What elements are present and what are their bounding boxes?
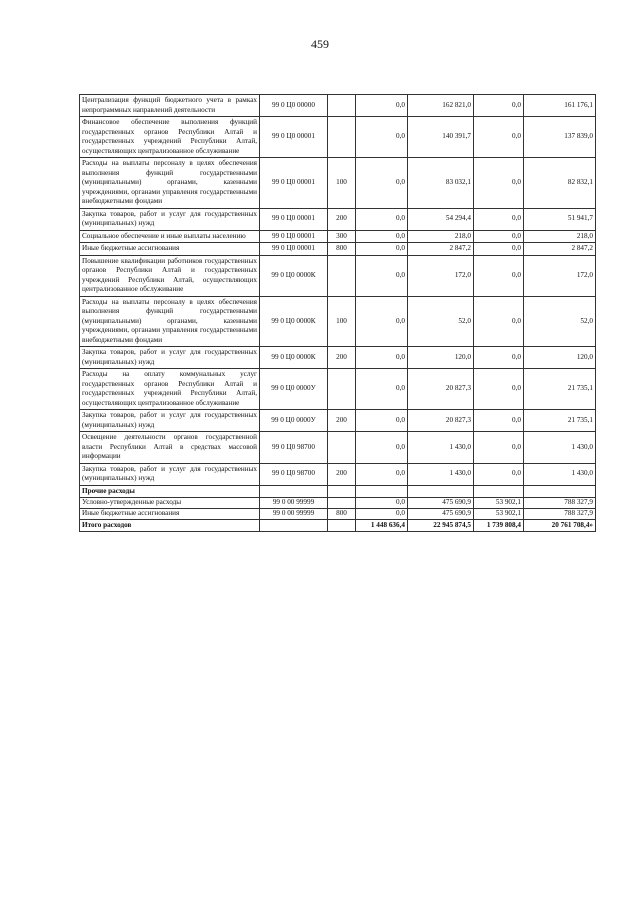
target-article-code-cell: 99 0 Ц0 0000К <box>260 347 328 369</box>
amount-4-cell: 120,0 <box>524 347 596 369</box>
amount-4-cell: 51 941,7 <box>524 208 596 230</box>
amount-4-cell: 137 839,0 <box>524 117 596 158</box>
section-row <box>80 485 596 498</box>
amount-1-cell: 0,0 <box>356 347 408 369</box>
amount-3-cell: 53 902,1 <box>474 508 524 519</box>
target-article-code-cell: 99 0 Ц0 00000 <box>260 95 328 117</box>
amount-2-cell: 20 827,3 <box>408 369 474 410</box>
amount-2-cell: 172,0 <box>408 255 474 296</box>
target-article-code-cell <box>260 485 328 498</box>
amount-4-cell: 788 327,9 <box>524 498 596 509</box>
expense-name-cell: Иные бюджетные ассигнования <box>80 508 260 519</box>
amount-3-cell: 0,0 <box>474 432 524 464</box>
expense-type-cell <box>328 255 356 296</box>
amount-1-cell <box>356 485 408 498</box>
amount-4-cell: 21 735,1 <box>524 410 596 432</box>
amount-2-cell <box>408 485 474 498</box>
target-article-code-cell: 99 0 Ц0 0000У <box>260 369 328 410</box>
expense-name-cell: Социальное обеспечение и иные выплаты населению <box>80 230 260 243</box>
amount-3-cell: 0,0 <box>474 208 524 230</box>
expense-type-cell: 200 <box>328 410 356 432</box>
expense-name-cell: Итого расходов <box>80 519 260 532</box>
target-article-code-cell: 99 0 Ц0 0000К <box>260 255 328 296</box>
amount-1-cell: 0,0 <box>356 432 408 464</box>
amount-1-cell: 0,0 <box>356 463 408 485</box>
amount-1-cell: 0,0 <box>356 208 408 230</box>
table-row <box>80 508 596 519</box>
amount-3-cell <box>474 485 524 498</box>
expense-name-cell: Расходы на оплату коммунальных услуг государственных органов Республики Алтай и государственных учреждений Республики Алтай, осуществляющих централизованное обслуживание <box>80 369 260 410</box>
target-article-code-cell <box>260 519 328 532</box>
expense-type-cell: 200 <box>328 208 356 230</box>
amount-1-cell: 0,0 <box>356 158 408 209</box>
table-row <box>80 230 596 243</box>
amount-1-cell: 0,0 <box>356 296 408 347</box>
amount-4-cell: 2 847,2 <box>524 243 596 256</box>
amount-3-cell: 0,0 <box>474 95 524 117</box>
expense-type-cell <box>328 519 356 532</box>
amount-2-cell: 475 690,9 <box>408 498 474 509</box>
table-row <box>80 498 596 509</box>
amount-1-cell: 0,0 <box>356 255 408 296</box>
target-article-code-cell: 99 0 Ц0 98700 <box>260 432 328 464</box>
amount-4-cell: 20 761 708,4» <box>524 519 596 532</box>
amount-1-cell: 0,0 <box>356 410 408 432</box>
amount-1-cell: 0,0 <box>356 230 408 243</box>
expense-name-cell: Освещение деятельности органов государственной власти Республики Алтай в средствах массовой информации <box>80 432 260 464</box>
amount-3-cell: 53 902,1 <box>474 498 524 509</box>
amount-4-cell: 82 832,1 <box>524 158 596 209</box>
expense-type-cell <box>328 369 356 410</box>
amount-3-cell: 0,0 <box>474 255 524 296</box>
expense-name-cell: Централизация функций бюджетного учета в рамках непрограммных направлений деятельности <box>80 95 260 117</box>
amount-2-cell: 1 430,0 <box>408 432 474 464</box>
amount-4-cell: 1 430,0 <box>524 463 596 485</box>
amount-4-cell <box>524 485 596 498</box>
expense-type-cell: 100 <box>328 296 356 347</box>
target-article-code-cell: 99 0 Ц0 00001 <box>260 208 328 230</box>
amount-1-cell: 0,0 <box>356 369 408 410</box>
target-article-code-cell: 99 0 Ц0 98700 <box>260 463 328 485</box>
table-row <box>80 410 596 432</box>
expense-name-cell: Иные бюджетные ассигнования <box>80 243 260 256</box>
table-row <box>80 463 596 485</box>
target-article-code-cell: 99 0 Ц0 00001 <box>260 230 328 243</box>
expense-name-cell: Прочие расходы <box>80 485 260 498</box>
target-article-code-cell: 99 0 Ц0 00001 <box>260 243 328 256</box>
amount-4-cell: 161 176,1 <box>524 95 596 117</box>
amount-3-cell: 0,0 <box>474 296 524 347</box>
expense-type-cell: 200 <box>328 347 356 369</box>
target-article-code-cell: 99 0 00 99999 <box>260 508 328 519</box>
target-article-code-cell: 99 0 Ц0 0000У <box>260 410 328 432</box>
amount-4-cell: 218,0 <box>524 230 596 243</box>
table-row <box>80 296 596 347</box>
table-row <box>80 347 596 369</box>
expense-name-cell: Расходы на выплаты персоналу в целях обеспечения выполнения функций государственными (муниципальными) органами, казенными учреждениями, органами управления государственными внебюджетными фондами <box>80 296 260 347</box>
amount-3-cell: 0,0 <box>474 158 524 209</box>
amount-1-cell: 0,0 <box>356 95 408 117</box>
amount-2-cell: 218,0 <box>408 230 474 243</box>
amount-2-cell: 83 032,1 <box>408 158 474 209</box>
expense-name-cell: Закупка товаров, работ и услуг для государственных (муниципальных) нужд <box>80 208 260 230</box>
expense-type-cell: 200 <box>328 463 356 485</box>
expense-name-cell: Закупка товаров, работ и услуг для государственных (муниципальных) нужд <box>80 347 260 369</box>
expense-name-cell: Условно-утвержденные расходы <box>80 498 260 509</box>
amount-4-cell: 172,0 <box>524 255 596 296</box>
amount-2-cell: 54 294,4 <box>408 208 474 230</box>
amount-2-cell: 2 847,2 <box>408 243 474 256</box>
table-row <box>80 208 596 230</box>
expense-name-cell: Закупка товаров, работ и услуг для государственных (муниципальных) нужд <box>80 463 260 485</box>
expense-type-cell <box>328 498 356 509</box>
target-article-code-cell: 99 0 Ц0 0000К <box>260 296 328 347</box>
budget-table <box>79 94 596 532</box>
amount-4-cell: 52,0 <box>524 296 596 347</box>
amount-2-cell: 140 391,7 <box>408 117 474 158</box>
expense-type-cell <box>328 485 356 498</box>
total-row <box>80 519 596 532</box>
amount-2-cell: 20 827,3 <box>408 410 474 432</box>
amount-3-cell: 0,0 <box>474 347 524 369</box>
expense-type-cell: 800 <box>328 508 356 519</box>
page-number: 459 <box>311 37 329 51</box>
table-row <box>80 369 596 410</box>
expense-name-cell: Повышение квалификации работников государственных органов Республики Алтай и государственных учреждений Республики Алтай, осуществляющих централизованное обслуживание <box>80 255 260 296</box>
amount-3-cell: 0,0 <box>474 463 524 485</box>
table-row <box>80 95 596 117</box>
expense-type-cell: 800 <box>328 243 356 256</box>
table-row <box>80 432 596 464</box>
amount-4-cell: 21 735,1 <box>524 369 596 410</box>
amount-3-cell: 0,0 <box>474 230 524 243</box>
amount-1-cell: 0,0 <box>356 498 408 509</box>
expense-type-cell <box>328 95 356 117</box>
amount-1-cell: 0,0 <box>356 508 408 519</box>
target-article-code-cell: 99 0 Ц0 00001 <box>260 158 328 209</box>
amount-4-cell: 1 430,0 <box>524 432 596 464</box>
amount-3-cell: 0,0 <box>474 243 524 256</box>
expense-name-cell: Закупка товаров, работ и услуг для государственных (муниципальных) нужд <box>80 410 260 432</box>
amount-2-cell: 475 690,9 <box>408 508 474 519</box>
target-article-code-cell: 99 0 00 99999 <box>260 498 328 509</box>
amount-2-cell: 22 945 874,5 <box>408 519 474 532</box>
table-row <box>80 158 596 209</box>
amount-2-cell: 1 430,0 <box>408 463 474 485</box>
table-row <box>80 255 596 296</box>
expense-type-cell <box>328 117 356 158</box>
expense-type-cell: 100 <box>328 158 356 209</box>
amount-3-cell: 1 739 808,4 <box>474 519 524 532</box>
amount-1-cell: 0,0 <box>356 117 408 158</box>
amount-1-cell: 0,0 <box>356 243 408 256</box>
amount-3-cell: 0,0 <box>474 117 524 158</box>
table-row <box>80 243 596 256</box>
expense-type-cell: 300 <box>328 230 356 243</box>
amount-2-cell: 162 821,0 <box>408 95 474 117</box>
amount-4-cell: 788 327,9 <box>524 508 596 519</box>
expense-name-cell: Расходы на выплаты персоналу в целях обеспечения выполнения функций государственными (муниципальными) органами, казенными учреждениями, органами управления государственными внебюджетными фондами <box>80 158 260 209</box>
amount-1-cell: 1 448 636,4 <box>356 519 408 532</box>
expense-type-cell <box>328 432 356 464</box>
amount-2-cell: 52,0 <box>408 296 474 347</box>
table-row <box>80 117 596 158</box>
amount-2-cell: 120,0 <box>408 347 474 369</box>
expense-name-cell: Финансовое обеспечение выполнения функций государственных органов Республики Алтай и государственных учреждений Республики Алтай, осуществляющих централизованное обслуживание <box>80 117 260 158</box>
amount-3-cell: 0,0 <box>474 369 524 410</box>
target-article-code-cell: 99 0 Ц0 00001 <box>260 117 328 158</box>
amount-3-cell: 0,0 <box>474 410 524 432</box>
